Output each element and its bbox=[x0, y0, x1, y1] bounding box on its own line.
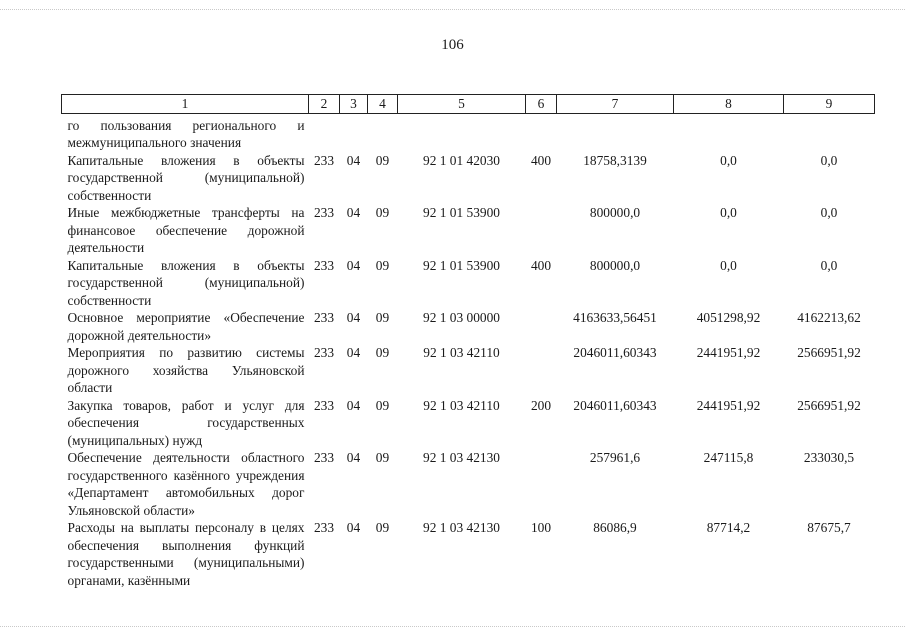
expense-name: Расходы на выплаты персоналу в целях обеспечения выполнения функций государственными (муниципальными) органами, казёнными bbox=[67, 520, 305, 588]
amount-col-7: 2046011,60343 bbox=[573, 345, 657, 360]
subsection-code: 09 bbox=[375, 397, 390, 413]
table-row bbox=[62, 449, 875, 519]
expense-type-code: 200 bbox=[530, 397, 552, 413]
amount-col-8: 87714,2 bbox=[706, 520, 751, 535]
amount-col-8 bbox=[674, 113, 784, 152]
target-article-code: 92 1 01 53900 bbox=[423, 257, 500, 273]
column-header-2: 2 bbox=[309, 95, 340, 114]
expense-name: го пользования регионального и межмуниципального значения bbox=[67, 117, 305, 150]
table-row bbox=[62, 397, 875, 450]
amount-col-8: 247115,8 bbox=[703, 450, 754, 465]
target-article-code bbox=[398, 113, 526, 152]
subsection-code: 09 bbox=[375, 345, 390, 360]
ministry-code: 233 bbox=[313, 397, 335, 413]
column-header-9: 9 bbox=[784, 95, 875, 114]
amount-col-9: 2566951,92 bbox=[797, 397, 861, 413]
expense-type-code bbox=[526, 113, 557, 152]
section-code: 04 bbox=[346, 397, 361, 413]
column-header-1: 1 bbox=[62, 95, 309, 114]
expense-type-code: 100 bbox=[530, 520, 552, 535]
section-code: 04 bbox=[346, 257, 361, 273]
expense-name: Основное мероприятие «Обеспечение дорожной деятельности» bbox=[67, 310, 305, 343]
scan-edge-bottom bbox=[0, 626, 905, 630]
section-code: 04 bbox=[346, 205, 361, 220]
subsection-code: 09 bbox=[375, 520, 390, 535]
column-header-7: 7 bbox=[557, 95, 674, 114]
expense-type-code: 400 bbox=[530, 152, 552, 168]
ministry-code: 233 bbox=[313, 345, 335, 360]
amount-col-8: 2441951,92 bbox=[696, 345, 761, 360]
amount-col-9: 0,0 bbox=[820, 205, 838, 220]
amount-col-7: 800000,0 bbox=[589, 257, 641, 273]
subsection-code: 09 bbox=[375, 450, 390, 465]
expense-name: Закупка товаров, работ и услуг для обеспечения государственных (муниципальных) нужд bbox=[67, 397, 305, 448]
target-article-code: 92 1 03 00000 bbox=[423, 310, 500, 325]
target-article-code: 92 1 03 42130 bbox=[423, 520, 500, 535]
column-header-8: 8 bbox=[674, 95, 784, 114]
column-header-4: 4 bbox=[368, 95, 398, 114]
amount-col-9: 4162213,62 bbox=[797, 310, 861, 325]
section-code bbox=[340, 113, 368, 152]
expense-name: Обеспечение деятельности областного государственного казённого учреждения «Департамент автомобильных дорог Ульяновской области» bbox=[67, 450, 305, 518]
expense-name: Мероприятия по развитию системы дорожного хозяйства Ульяновской области bbox=[67, 345, 305, 395]
amount-col-7: 257961,6 bbox=[589, 450, 641, 465]
table-header-row bbox=[62, 95, 875, 114]
budget-table bbox=[61, 94, 875, 589]
ministry-code: 233 bbox=[313, 450, 335, 465]
column-header-6: 6 bbox=[526, 95, 557, 114]
ministry-code: 233 bbox=[313, 310, 335, 325]
subsection-code: 09 bbox=[375, 310, 390, 325]
amount-col-7: 4163633,56451 bbox=[573, 310, 657, 325]
expense-name: Иные межбюджетные трансферты на финансовое обеспечение дорожной деятельности bbox=[67, 205, 305, 255]
expense-type-code bbox=[526, 344, 557, 397]
expense-name: Капитальные вложения в объекты государственной (муниципальной) собственности bbox=[67, 257, 305, 308]
expense-type-code bbox=[526, 449, 557, 519]
expense-name: Капитальные вложения в объекты государственной (муниципальной) собственности bbox=[67, 152, 305, 203]
amount-col-8: 0,0 bbox=[720, 152, 737, 168]
target-article-code: 92 1 03 42110 bbox=[423, 345, 500, 360]
table-row bbox=[62, 309, 875, 344]
subsection-code: 09 bbox=[375, 257, 390, 273]
amount-col-9: 233030,5 bbox=[803, 450, 855, 465]
amount-col-7: 2046011,60343 bbox=[573, 397, 657, 413]
section-code: 04 bbox=[346, 520, 361, 535]
ministry-code bbox=[309, 113, 340, 152]
table-row bbox=[62, 519, 875, 589]
amount-col-7: 800000,0 bbox=[589, 205, 641, 220]
table-row bbox=[62, 113, 875, 152]
target-article-code: 92 1 03 42130 bbox=[423, 450, 500, 465]
amount-col-9: 87675,7 bbox=[807, 520, 851, 535]
column-header-5: 5 bbox=[398, 95, 526, 114]
subsection-code: 09 bbox=[375, 152, 390, 168]
expense-type-code bbox=[526, 309, 557, 344]
section-code: 04 bbox=[346, 450, 361, 465]
table-row bbox=[62, 204, 875, 257]
subsection-code bbox=[368, 113, 398, 152]
amount-col-9: 2566951,92 bbox=[797, 345, 861, 360]
page-number: 106 bbox=[441, 37, 464, 53]
amount-col-8: 0,0 bbox=[720, 205, 737, 220]
amount-col-8: 4051298,92 bbox=[696, 310, 761, 325]
section-code: 04 bbox=[346, 345, 361, 360]
scan-edge-top bbox=[0, 9, 905, 13]
ministry-code: 233 bbox=[313, 152, 335, 168]
target-article-code: 92 1 01 42030 bbox=[423, 152, 500, 168]
ministry-code: 233 bbox=[313, 257, 335, 273]
amount-col-7 bbox=[557, 113, 674, 152]
amount-col-8: 0,0 bbox=[720, 257, 737, 273]
expense-type-code bbox=[526, 204, 557, 257]
table-row bbox=[62, 152, 875, 205]
section-code: 04 bbox=[346, 310, 361, 325]
amount-col-9: 0,0 bbox=[820, 152, 838, 168]
target-article-code: 92 1 03 42110 bbox=[423, 397, 500, 413]
amount-col-9: 0,0 bbox=[820, 257, 838, 273]
table-row bbox=[62, 344, 875, 397]
table-row bbox=[62, 257, 875, 310]
column-header-3: 3 bbox=[340, 95, 368, 114]
subsection-code: 09 bbox=[375, 205, 390, 220]
amount-col-7: 18758,3139 bbox=[583, 152, 647, 168]
amount-col-7: 86086,9 bbox=[593, 520, 637, 535]
expense-type-code: 400 bbox=[530, 257, 552, 273]
ministry-code: 233 bbox=[313, 520, 335, 535]
target-article-code: 92 1 01 53900 bbox=[423, 205, 500, 220]
amount-col-8: 2441951,92 bbox=[696, 397, 761, 413]
ministry-code: 233 bbox=[313, 205, 335, 220]
amount-col-9 bbox=[784, 113, 875, 152]
section-code: 04 bbox=[346, 152, 361, 168]
